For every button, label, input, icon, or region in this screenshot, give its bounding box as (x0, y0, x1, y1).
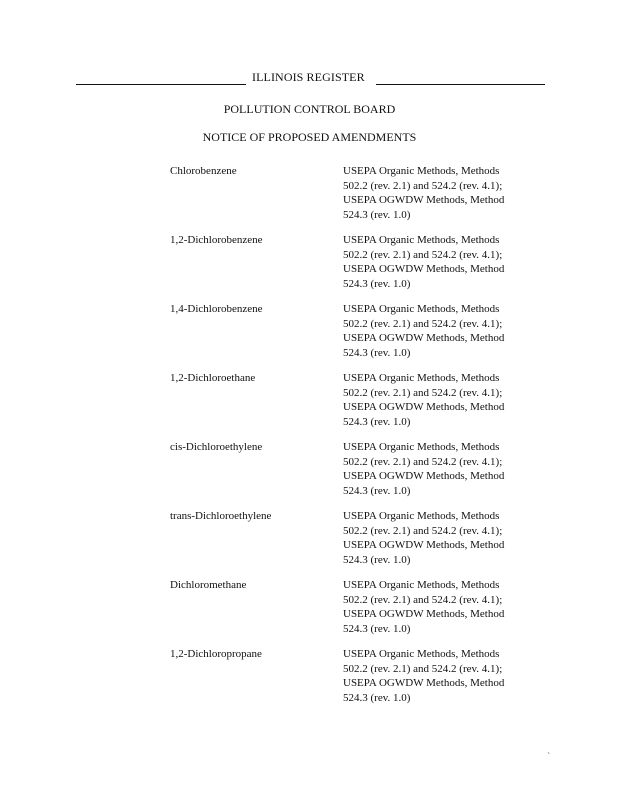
method-line: 502.2 (rev. 2.1) and 524.2 (rev. 4.1); (343, 455, 503, 468)
contaminant-name: 1,4-Dichlorobenzene (170, 303, 263, 315)
method-line: 524.3 (rev. 1.0) (343, 484, 411, 497)
method-line: USEPA OGWDW Methods, Method (343, 677, 505, 689)
method-line: 502.2 (rev. 2.1) and 524.2 (rev. 4.1); (343, 593, 503, 606)
contaminant-name: 1,2-Dichlorobenzene (170, 234, 263, 246)
header-rule-left (76, 84, 246, 85)
method-line: USEPA Organic Methods, Methods (343, 441, 500, 453)
page-mark: ` (547, 752, 551, 763)
method-line: USEPA Organic Methods, Methods (343, 648, 500, 660)
method-line: 502.2 (rev. 2.1) and 524.2 (rev. 4.1); (343, 248, 503, 261)
analytical-method (343, 164, 504, 222)
method-line: USEPA OGWDW Methods, Method (343, 401, 505, 413)
method-line: USEPA Organic Methods, Methods (343, 234, 500, 246)
list-item (0, 509, 619, 569)
method-line: USEPA OGWDW Methods, Method (343, 263, 505, 275)
method-line: 502.2 (rev. 2.1) and 524.2 (rev. 4.1); (343, 317, 503, 330)
analytical-method (343, 509, 504, 567)
analytical-method (343, 440, 504, 498)
method-line: 524.3 (rev. 1.0) (343, 553, 411, 566)
method-line: USEPA Organic Methods, Methods (343, 510, 500, 522)
method-line: USEPA OGWDW Methods, Method (343, 608, 505, 620)
method-line: 524.3 (rev. 1.0) (343, 208, 411, 221)
method-line: 502.2 (rev. 2.1) and 524.2 (rev. 4.1); (343, 179, 503, 192)
method-line: USEPA OGWDW Methods, Method (343, 470, 505, 482)
contaminant-name: cis-Dichloroethylene (170, 441, 263, 453)
analytical-method (343, 578, 504, 636)
list-item (0, 233, 619, 293)
list-item (0, 302, 619, 362)
method-line: 524.3 (rev. 1.0) (343, 277, 411, 290)
method-line: USEPA Organic Methods, Methods (343, 303, 500, 315)
analytical-method (343, 302, 504, 360)
list-item (0, 647, 619, 707)
contaminant-name: Chlorobenzene (170, 165, 237, 177)
list-item (0, 578, 619, 638)
list-item (0, 164, 619, 224)
contaminant-name: 1,2-Dichloroethane (170, 372, 256, 384)
register-header (76, 70, 545, 88)
method-line: USEPA OGWDW Methods, Method (343, 332, 505, 344)
method-line: 524.3 (rev. 1.0) (343, 691, 411, 704)
contaminant-name: Dichloromethane (170, 579, 247, 591)
contaminant-name: 1,2-Dichloropropane (170, 648, 262, 660)
analytical-method (343, 371, 504, 429)
method-line: USEPA Organic Methods, Methods (343, 165, 500, 177)
analytical-method (343, 233, 504, 291)
method-line: 502.2 (rev. 2.1) and 524.2 (rev. 4.1); (343, 662, 503, 675)
method-line: 524.3 (rev. 1.0) (343, 415, 411, 428)
method-line: USEPA Organic Methods, Methods (343, 579, 500, 591)
analytical-method (343, 647, 504, 705)
contaminant-name: trans-Dichloroethylene (170, 510, 272, 522)
method-line: USEPA Organic Methods, Methods (343, 372, 500, 384)
method-line: 524.3 (rev. 1.0) (343, 622, 411, 635)
method-line: 502.2 (rev. 2.1) and 524.2 (rev. 4.1); (343, 386, 503, 399)
method-line: 502.2 (rev. 2.1) and 524.2 (rev. 4.1); (343, 524, 503, 537)
method-line: 524.3 (rev. 1.0) (343, 346, 411, 359)
header-rule-right (376, 84, 545, 85)
notice-title: NOTICE OF PROPOSED AMENDMENTS (202, 130, 417, 144)
register-title: ILLINOIS REGISTER (252, 70, 365, 84)
method-line: USEPA OGWDW Methods, Method (343, 194, 505, 206)
method-line: USEPA OGWDW Methods, Method (343, 539, 505, 551)
board-title: POLLUTION CONTROL BOARD (223, 102, 396, 116)
list-item (0, 440, 619, 500)
list-item (0, 371, 619, 431)
